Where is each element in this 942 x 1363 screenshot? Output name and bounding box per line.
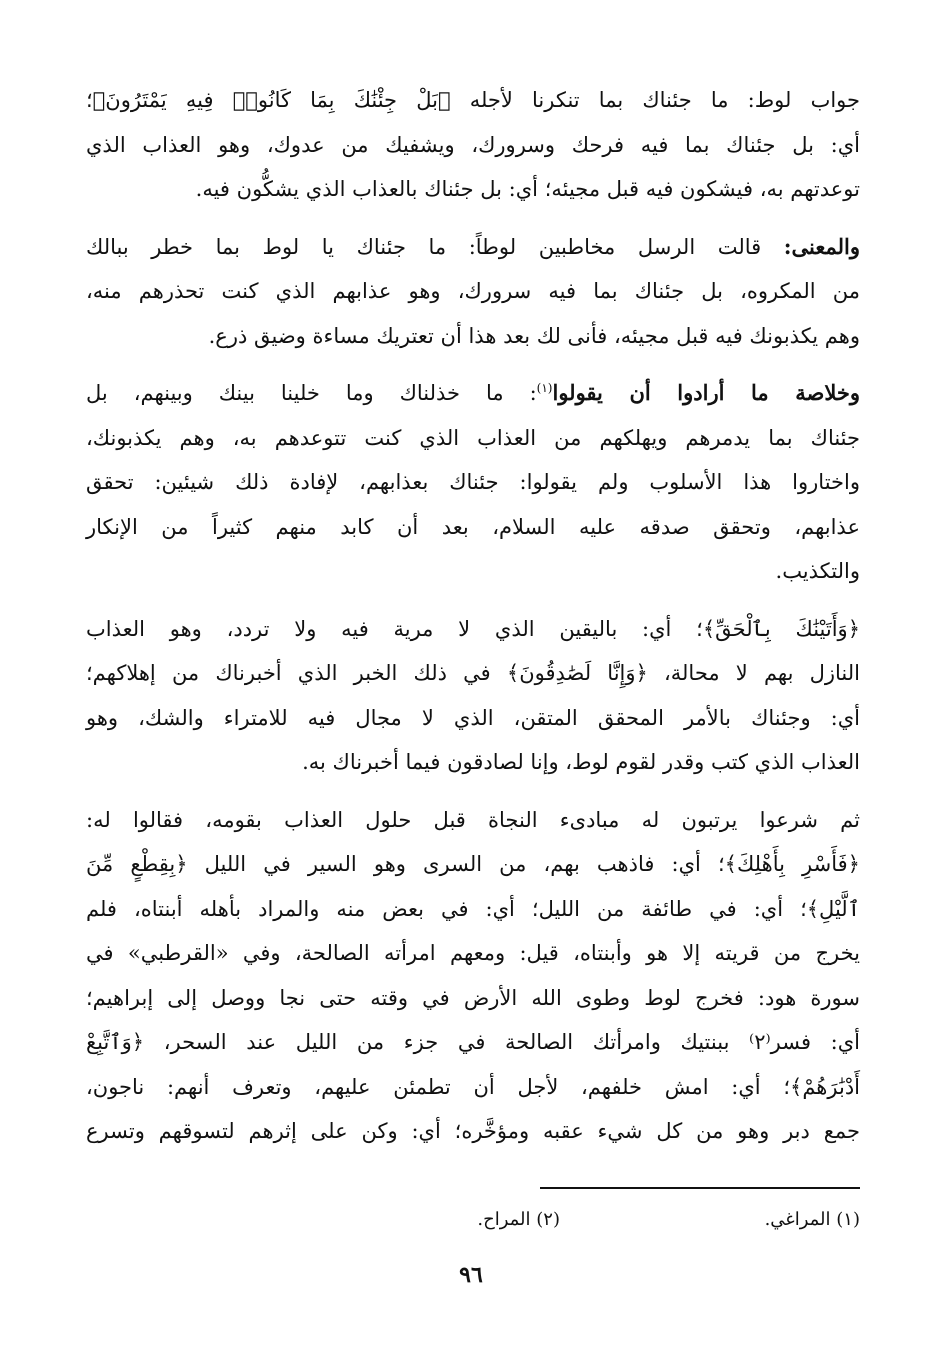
paragraph-lead: والمعنى: — [783, 233, 860, 259]
text-run: قالت الرسل مخاطبين لوطاً: ما جئناك يا لوط بما خطر ببالك — [86, 234, 784, 259]
text-line: يخرج من قريته إلا هو وأبنتاه، قيل: ومعهم امرأته الصالحة، وفي «القرطبي» في — [86, 941, 860, 965]
text-line: والتكذيب. — [775, 559, 860, 583]
text-line: سورة هود: فخرج لوط وطوى الله الأرض في وقته حتى نجا ووصل إلى إبراهيم؛ — [86, 985, 860, 1010]
text-line: النازل بهم لا محالة، ﴿وَإِنَّا لَصَٰدِقُونَ﴾ في ذلك الخبر الذي أخبرناك من إهلاكهم؛ — [86, 661, 860, 685]
footnote-2: (٢) المراح. — [477, 1209, 560, 1230]
footnote-divider — [540, 1187, 860, 1189]
page-body — [86, 78, 860, 1167]
text-line: ﴿فَأَسْرِ بِأَهْلِكَ﴾؛ أي: فاذهب بهم، من السرى وهو السير في الليل ﴿بِقِطْعٍ مِّنَ — [86, 852, 860, 876]
text-line: جئناك بما يدمرهم ويهلكهم من العذاب الذي كنت تتوعدهم به، وهم يكذبونك، — [86, 425, 860, 450]
paragraph-lead: وخلاصة ما أرادوا أن يقولوا — [552, 380, 860, 405]
text-line — [86, 225, 860, 270]
text-line: ﴿وَأَتَيْنَٰكَ بِٱلْحَقِّ﴾؛ أي: باليقين الذي لا مرية فيه ولا تردد، وهو العذاب — [86, 616, 860, 641]
text-line: ٱلَّيْلِ﴾؛ أي: في طائفة من الليل؛ أي: في بعض منه والمراد بأهله أبنتاه، فلم — [86, 896, 861, 921]
paragraph-5 — [86, 798, 860, 1154]
paragraph-1 — [86, 78, 860, 212]
footnote-1: (١) المراغي. — [764, 1209, 860, 1230]
text-line: أي: فسر⁽٢⁾ ببنتيك وامرأتك الصالحة في جزء من الليل عند السحر، ﴿وَٱتَّبِعْ — [86, 1030, 861, 1054]
paragraph-2 — [86, 225, 860, 359]
text-line — [86, 371, 860, 416]
text-line: واختاروا هذا الأسلوب ولم يقولوا: جئناك بعذابهم، لإفادة ذلك شيئين: تحقق — [86, 470, 860, 494]
footnote-ref: (١) — [536, 381, 553, 395]
text-line: توعدتهم به، فيشكون فيه قبل مجيئه؛ أي: بل جئناك بالعذاب الذي يشكُّون فيه. — [195, 177, 860, 201]
text-line: أي: وجئناك بالأمر المحقق المتقن، الذي لا مجال فيه للامتراء والشك، وهو — [86, 705, 860, 730]
paragraph-3 — [86, 371, 860, 594]
text-line: جمع دبر وهو من كل شيء عقبه ومؤخَّره؛ أي: وكن على إثرهم لتسوقهم وتسرع — [86, 1119, 860, 1143]
paragraph-4 — [86, 607, 860, 785]
text-run: : ما خذلناك وما خلينا بينك وبينهم، بل — [86, 381, 537, 405]
page-number: ٩٦ — [459, 1262, 483, 1288]
text-line: ثم شرعوا يرتبون له مبادىء النجاة قبل حلول العذاب بقومه، فقالوا له: — [86, 807, 860, 832]
text-line: عذابهم، وتحقق صدقه عليه السلام، بعد أن كابد منهم كثيراً من الإنكار — [86, 514, 860, 539]
text-line: وهم يكذبونك فيه قبل مجيئه، فأنى لك بعد هذا أن تعتريك مساءة وضيق ذرع. — [208, 323, 860, 348]
text-line: جواب لوط: ما جئناك بما تنكرنا لأجله ﴿بَلْ جِئْنَٰكَ بِمَا كَانُوا۟ فِيهِ يَمْتَرُونَ﴾؛ — [86, 88, 860, 112]
text-line: أَدْبَٰرَهُمْ﴾؛ أي: امش خلفهم، لأجل أن تطمئن عليهم، وتعرف أنهم: ناجون، — [86, 1074, 860, 1099]
text-line: العذاب الذي كتب وقدر لقوم لوط، وإنا لصادقون فيما أخبرناك به. — [302, 750, 860, 774]
text-line: أي: بل جئناك بما فيه فرحك وسرورك، ويشفيك من عدوك، وهو العذاب الذي — [86, 132, 860, 157]
text-line: من المكروه، بل جئناك بما فيه سرورك، وهو عذابهم الذي كنت تحذرهم منه، — [86, 279, 860, 303]
